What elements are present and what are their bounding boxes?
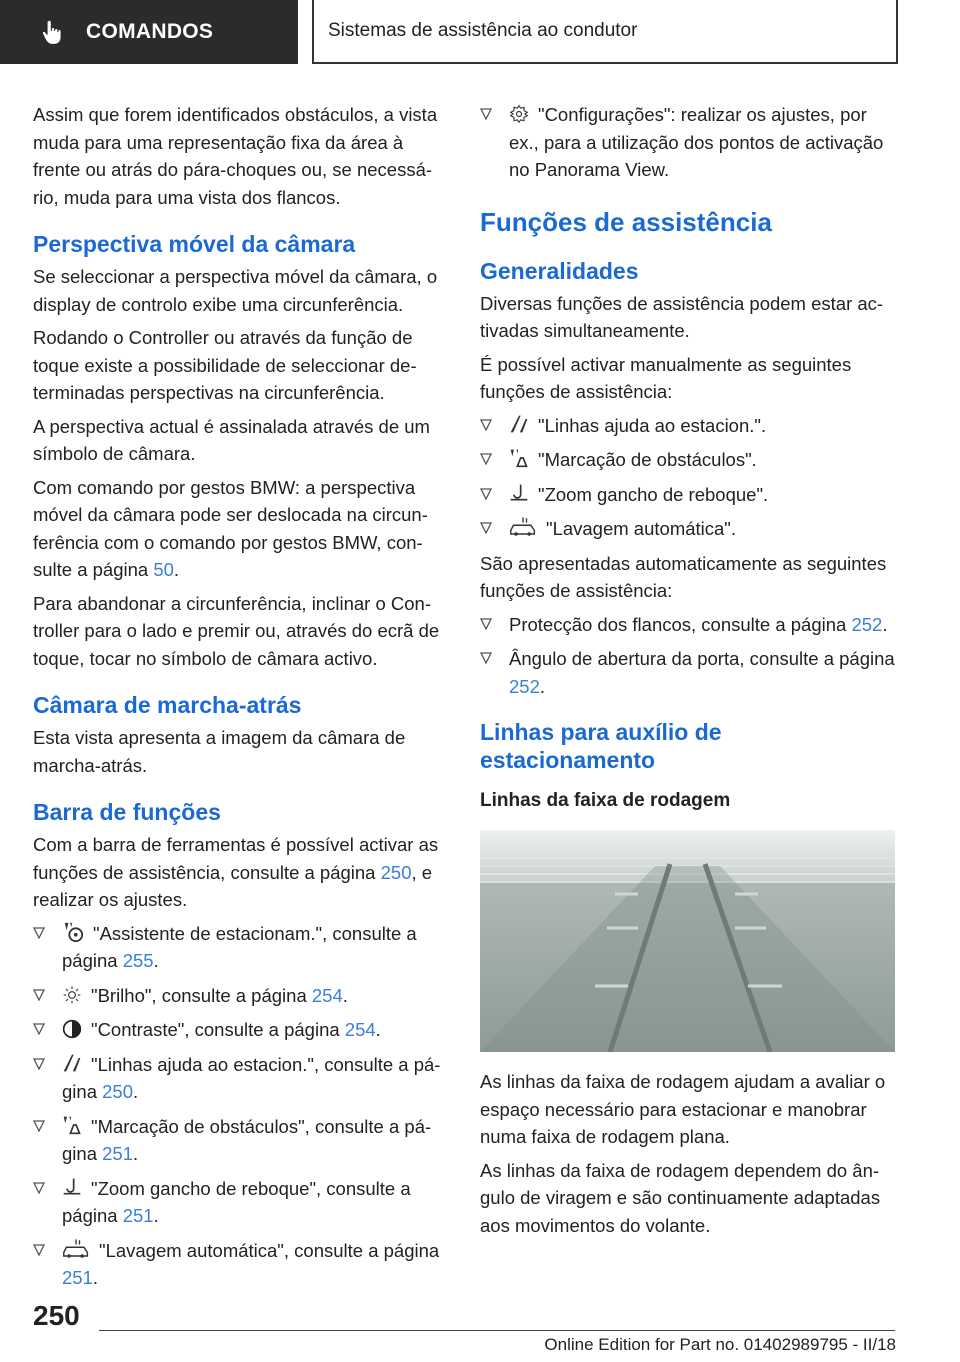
perspectiva-heading: Perspectiva móvel da câmara	[33, 231, 356, 257]
chapter-title: Sistemas de assistência ao condutor	[328, 20, 638, 41]
edition-note: Online Edition for Part no. 01402989795 - II/18	[544, 1335, 896, 1354]
obstacle-marking-icon	[509, 447, 529, 469]
triangle-bullet-icon	[33, 927, 45, 939]
item-end: .	[133, 1081, 139, 1102]
tow-hitch-icon	[62, 1176, 82, 1198]
list-item	[33, 982, 449, 1010]
item-end: .	[882, 613, 888, 635]
tow-hitch-icon	[509, 482, 529, 504]
list-item	[480, 645, 896, 700]
brightness-icon	[62, 985, 82, 1005]
triangle-bullet-icon	[480, 108, 492, 120]
item-text: "Contraste", consulte a página	[91, 1019, 345, 1040]
chapter-header	[312, 0, 898, 64]
hand-pointer-icon	[40, 19, 66, 45]
page-link[interactable]: 252	[851, 613, 883, 635]
item-text: "Zoom gancho de reboque".	[538, 483, 769, 505]
item-text: "Brilho", consulte a página	[91, 984, 312, 1006]
perspectiva-p3: A perspectiva actual é assinalada através de um símbolo de câmara.	[33, 415, 430, 464]
item-end: .	[342, 984, 348, 1006]
list-item	[33, 1237, 449, 1292]
item-text: "Linhas ajuda ao estacion.".	[538, 414, 767, 436]
page-link[interactable]: 250	[102, 1081, 133, 1102]
barra-p1-end: , e realizar os ajustes.	[33, 861, 433, 910]
list-item	[480, 515, 896, 543]
barra-p1-text: Com a barra de ferramentas é possível activar as funções de assistência, consulte a página	[33, 834, 439, 883]
p4-text: Com comando por gestos BMW: a perspectiva móvel da câmara pode ser deslocada na circunferência com o comando por gestos BMW, consulte a página	[33, 476, 428, 580]
barra-heading: Barra de funções	[33, 799, 221, 825]
item-text: "Marcação de obstáculos", consulte a página	[62, 1115, 432, 1164]
item-text: "Assistente de estacionam.", consulte a página	[62, 922, 417, 971]
auto-functions-list	[480, 611, 896, 701]
section-label: COMANDOS	[86, 20, 214, 43]
car-wash-icon	[62, 1238, 90, 1260]
item-end: .	[92, 1267, 99, 1288]
linhas-p2: As linhas da faixa de rodagem dependem do ângulo de viragem e são continuamente adaptadas aos movimentos do volante.	[480, 1159, 881, 1236]
footer-divider	[99, 1330, 895, 1331]
parking-assistant-icon	[62, 921, 84, 943]
list-item	[480, 446, 896, 474]
page-link[interactable]: 254	[311, 984, 343, 1006]
triangle-bullet-icon	[480, 652, 492, 664]
item-text: Ângulo de abertura da porta, consulte a página	[509, 648, 895, 669]
list-item	[480, 481, 896, 509]
right-column	[480, 101, 896, 1245]
left-column	[33, 101, 449, 1299]
funcoes-heading: Funções de assistência	[480, 206, 772, 237]
generalidades-p1: Diversas funções de assistência podem estar activadas simultaneamente.	[480, 292, 884, 341]
manual-functions-list	[480, 412, 896, 543]
list-item	[33, 1113, 449, 1168]
triangle-bullet-icon	[33, 1023, 45, 1035]
barra-p1	[33, 831, 449, 914]
intro-paragraph: Assim que forem identificados obstáculos, a vista muda para uma representação fixa da área à frente ou atrás do pára-choques ou, se necessário, muda para uma vista dos flancos.	[33, 104, 438, 208]
section-tab	[0, 0, 298, 64]
page-link[interactable]: 251	[102, 1143, 133, 1164]
perspectiva-p4	[33, 474, 449, 584]
generalidades-heading: Generalidades	[480, 257, 639, 284]
list-item	[480, 611, 896, 639]
page-number: 250	[33, 1300, 80, 1331]
triangle-bullet-icon	[480, 453, 492, 465]
function-bar-list	[33, 920, 449, 1292]
item-end: .	[375, 1019, 381, 1040]
item-text: Protecção dos flancos, consulte a página	[509, 613, 852, 635]
perspectiva-p2: Rodando o Controller ou através da função de toque existe a possibilidade de seleccionar determinadas perspectivas na circunferência.	[33, 327, 417, 403]
list-item	[480, 101, 896, 184]
page-link[interactable]: 252	[509, 675, 540, 697]
item-end: .	[153, 1205, 159, 1226]
triangle-bullet-icon	[480, 419, 492, 431]
page-link[interactable]: 251	[122, 1205, 154, 1226]
list-item	[480, 412, 896, 440]
item-text: "Marcação de obstáculos".	[538, 449, 757, 470]
item-text: "Zoom gancho de reboque", consulte a página	[62, 1177, 411, 1226]
config-list	[480, 101, 896, 184]
perspectiva-p1: Se seleccionar a perspectiva móvel da câmara, o display de controlo exibe uma circunferência.	[33, 266, 438, 315]
page-link[interactable]: 250	[380, 861, 412, 883]
triangle-bullet-icon	[33, 1120, 45, 1132]
linhas-p1: As linhas da faixa de rodagem ajudam a avaliar o espaço necessário para estacionar e manobrar numa faixa de rodagem plana.	[480, 1071, 886, 1147]
triangle-bullet-icon	[33, 1058, 45, 1070]
triangle-bullet-icon	[33, 1244, 45, 1256]
triangle-bullet-icon	[480, 488, 492, 500]
obstacle-marking-icon	[62, 1114, 82, 1136]
p4-end: .	[173, 559, 180, 580]
triangle-bullet-icon	[33, 1182, 45, 1194]
list-item	[33, 1051, 449, 1106]
linhas-subheading: Linhas da faixa de rodagem	[480, 790, 731, 811]
triangle-bullet-icon	[480, 522, 492, 534]
marcha-heading: Câmara de marcha-atrás	[33, 692, 302, 718]
triangle-bullet-icon	[480, 618, 492, 630]
item-text: "Linhas ajuda ao estacion.", consulte a página	[62, 1053, 441, 1102]
item-end: .	[133, 1143, 139, 1164]
perspectiva-p5: Para abandonar a circunferência, inclinar o Controller para o lado e premir ou, através do ecrã de toque, tocar no símbolo de câmara activo.	[33, 592, 440, 669]
item-end: .	[539, 675, 546, 697]
contrast-icon	[62, 1019, 82, 1039]
page-link[interactable]: 255	[122, 950, 154, 971]
page-link[interactable]: 251	[62, 1267, 93, 1288]
parking-lines-icon	[509, 413, 529, 435]
list-item	[33, 1016, 449, 1044]
page-link[interactable]: 50	[153, 559, 174, 580]
settings-icon	[509, 104, 529, 124]
item-text: "Lavagem automática", consulte a página	[99, 1239, 440, 1261]
parking-lines-icon	[62, 1052, 82, 1074]
triangle-bullet-icon	[33, 989, 45, 1001]
list-item	[33, 1175, 449, 1230]
item-text: "Lavagem automática".	[546, 518, 737, 539]
generalidades-p2: É possível activar manualmente as seguintes funções de assistência:	[480, 353, 852, 402]
page-link[interactable]: 254	[344, 1019, 376, 1040]
linhas-heading: Linhas para auxílio de estacionamento	[480, 719, 722, 773]
generalidades-p3: São apresentadas automaticamente as seguintes funções de assistência:	[480, 552, 887, 601]
list-item	[33, 920, 449, 975]
item-text: "Configurações": realizar os ajustes, por ex., para a utilização dos pontos de activação no Panorama View.	[509, 104, 884, 180]
car-wash-icon	[509, 516, 537, 538]
marcha-p1: Esta vista apresenta a imagem da câmara de marcha-atrás.	[33, 727, 406, 776]
roadway-lines-illustration	[480, 830, 895, 1052]
item-end: .	[153, 950, 159, 971]
